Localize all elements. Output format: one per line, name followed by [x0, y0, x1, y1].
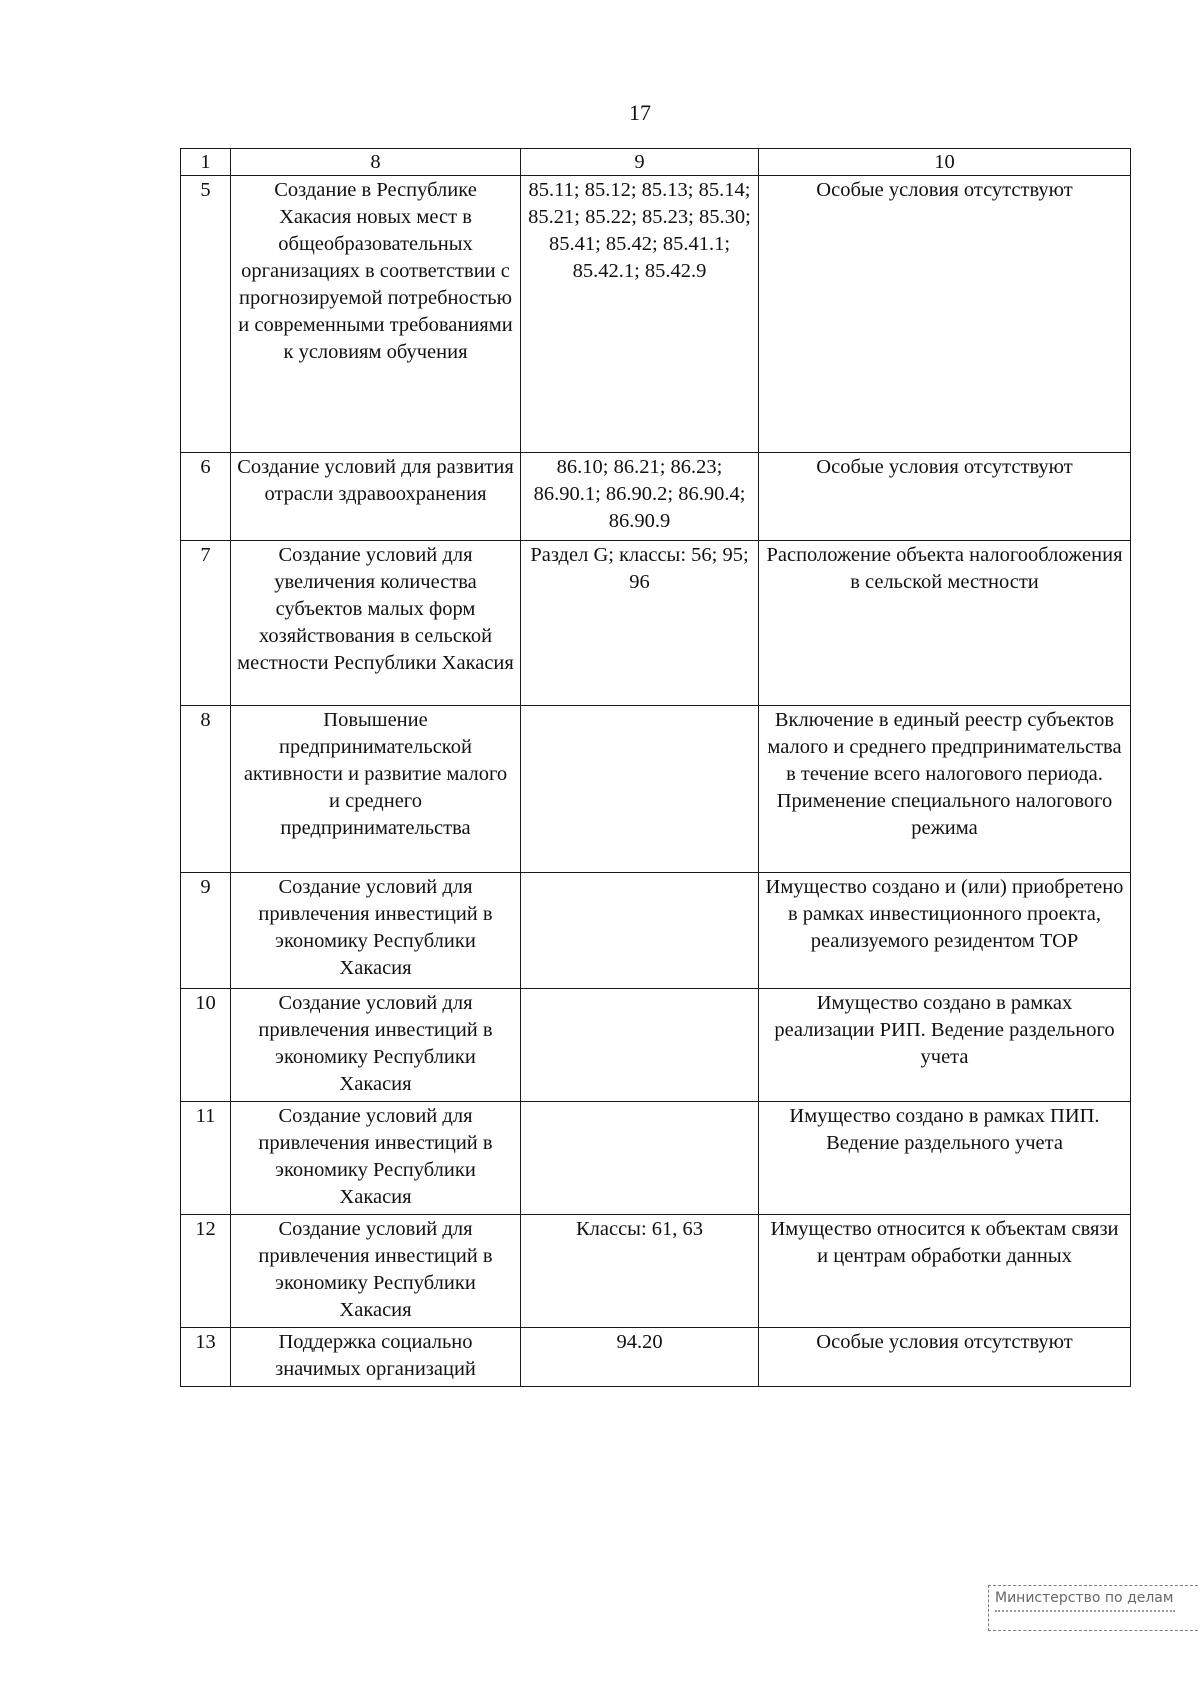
- header-cell-col-10: 10: [759, 149, 1131, 176]
- goal-cell: Поддержка социально значимых организаций: [231, 1328, 521, 1387]
- row-number: 11: [181, 1102, 231, 1215]
- conditions-cell: Имущество относится к объектам связи и центрам обработки данных: [759, 1215, 1131, 1328]
- conditions-cell: Особые условия отсутствуют: [759, 176, 1131, 453]
- row-number: 13: [181, 1328, 231, 1387]
- conditions-cell: Включение в единый реестр субъектов малого и среднего предпринимательства в течение всего налогового периода. Применение специального налогового режима: [759, 706, 1131, 873]
- codes-cell: [521, 873, 759, 989]
- codes-cell: [521, 1102, 759, 1215]
- goal-cell: Создание условий для привлечения инвестиций в экономику Республики Хакасия: [231, 873, 521, 989]
- table-row: [181, 453, 1131, 541]
- row-number: 8: [181, 706, 231, 873]
- conditions-cell: Имущество создано и (или) приобретено в рамках инвестиционного проекта, реализуемого резидентом ТОР: [759, 873, 1131, 989]
- table-row: [181, 1102, 1131, 1215]
- table-row: [181, 176, 1131, 453]
- row-number: 9: [181, 873, 231, 989]
- goal-cell: Создание условий для привлечения инвестиций в экономику Республики Хакасия: [231, 1102, 521, 1215]
- stamp-illegible-line: [995, 1610, 1175, 1619]
- codes-cell: Раздел G; классы: 56; 95; 96: [521, 541, 759, 706]
- table-row: [181, 1328, 1131, 1387]
- conditions-cell: Особые условия отсутствуют: [759, 453, 1131, 541]
- table-row: [181, 706, 1131, 873]
- goal-cell: Создание условий для привлечения инвестиций в экономику Республики Хакасия: [231, 989, 521, 1102]
- goal-cell: Повышение предпринимательской активности и развитие малого и среднего предпринимательства: [231, 706, 521, 873]
- row-number: 12: [181, 1215, 231, 1328]
- page-number: 17: [629, 100, 651, 125]
- table-header-row: [181, 149, 1131, 176]
- codes-cell: 94.20: [521, 1328, 759, 1387]
- header-cell-col-9: 9: [521, 149, 759, 176]
- codes-cell: 86.10; 86.21; 86.23; 86.90.1; 86.90.2; 86.90.4; 86.90.9: [521, 453, 759, 541]
- goal-cell: Создание условий для привлечения инвестиций в экономику Республики Хакасия: [231, 1215, 521, 1328]
- row-number: 6: [181, 453, 231, 541]
- table-row: [181, 1215, 1131, 1328]
- conditions-cell: Имущество создано в рамках ПИП. Ведение раздельного учета: [759, 1102, 1131, 1215]
- row-number: 5: [181, 176, 231, 453]
- table-row: [181, 541, 1131, 706]
- stamp-text: Министерство по делам: [995, 1590, 1174, 1606]
- codes-cell: [521, 989, 759, 1102]
- conditions-cell: Расположение объекта налогообложения в сельской местности: [759, 541, 1131, 706]
- table-row: [181, 989, 1131, 1102]
- row-number: 7: [181, 541, 231, 706]
- benefits-table: [180, 148, 1131, 1387]
- header-cell-col-1: 1: [181, 149, 231, 176]
- conditions-cell: Имущество создано в рамках реализации РИП. Ведение раздельного учета: [759, 989, 1131, 1102]
- codes-cell: 85.11; 85.12; 85.13; 85.14; 85.21; 85.22; 85.23; 85.30; 85.41; 85.42; 85.41.1; 85.42.1; 85.42.9: [521, 176, 759, 453]
- conditions-cell: Особые условия отсутствуют: [759, 1328, 1131, 1387]
- goal-cell: Создание условий для развития отрасли здравоохранения: [231, 453, 521, 541]
- table-row: [181, 873, 1131, 989]
- row-number: 10: [181, 989, 231, 1102]
- goal-cell: Создание условий для увеличения количества субъектов малых форм хозяйствования в сельской местности Республики Хакасия: [231, 541, 521, 706]
- codes-cell: Классы: 61, 63: [521, 1215, 759, 1328]
- goal-cell: Создание в Республике Хакасия новых мест в общеобразовательных организациях в соответствии с прогнозируемой потребностью и современными требованиями к условиям обучения: [231, 176, 521, 453]
- registration-stamp: [988, 1585, 1198, 1631]
- codes-cell: [521, 706, 759, 873]
- header-cell-col-8: 8: [231, 149, 521, 176]
